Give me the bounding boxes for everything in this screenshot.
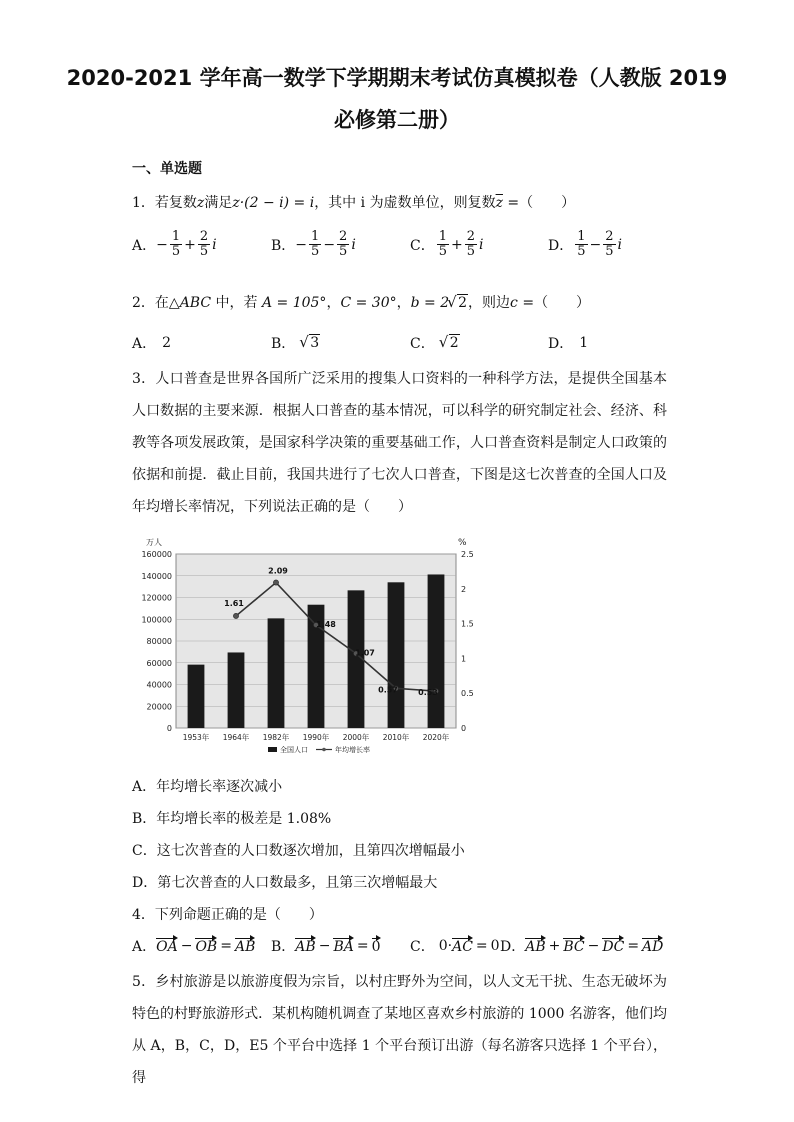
x-tick-label: 2000年: [342, 733, 370, 742]
y-right-tick-label: 2.5: [461, 550, 474, 559]
page-title-line1: 2020-2021 学年高一数学下学期期末考试仿真模拟卷（人教版 2019: [66, 66, 728, 90]
q4-option-b[interactable]: B． AB − BA = 0: [271, 938, 381, 955]
q1-option-b[interactable]: B． − $\frac{1}{5}$ − $\frac{2}{5}$ i: [271, 229, 356, 259]
q2-option-c[interactable]: C． √ 2: [410, 333, 460, 353]
x-tick-label: 2020年: [422, 733, 450, 742]
q2-option-b[interactable]: B． √ 3: [271, 333, 320, 353]
q2-option-a[interactable]: A． 2: [132, 335, 172, 352]
data-label: 0.53: [418, 688, 438, 698]
y-right-tick-label: 1: [461, 654, 467, 664]
bar-population: [388, 582, 405, 728]
legend-marker-growth-rate: [322, 748, 326, 752]
q1-option-d[interactable]: D． $\frac{1}{5}$ − $\frac{2}{5}$ i: [548, 229, 623, 259]
question-2-stem: 2．在△ABC 中，若 A = 105°，C = 30°，b = 2 √ 2，则边c =（ ）: [132, 292, 590, 312]
y-left-tick-label: 140000: [141, 571, 172, 581]
q1-option-c[interactable]: C． $\frac{1}{5}$ + $\frac{2}{5}$ i: [410, 229, 484, 259]
y-left-tick-label: 60000: [146, 658, 172, 668]
bar-population: [188, 665, 205, 728]
data-label: 1.07: [355, 648, 375, 658]
q4-option-d[interactable]: D． AB + BC − DC = AD: [500, 938, 664, 955]
bar-population: [428, 574, 445, 728]
y-left-tick-label: 40000: [146, 680, 172, 690]
x-tick-label: 1964年: [222, 733, 250, 742]
q4-option-a[interactable]: A． OA − OB = AB: [132, 938, 256, 955]
y-left-tick-label: 80000: [146, 637, 172, 646]
q3-option-d[interactable]: D．第七次普查的人口数最多，且第三次增幅最大: [132, 875, 438, 891]
y-right-tick-label: 0.5: [461, 689, 474, 699]
q4-option-c[interactable]: C． 0· AC = 0: [410, 938, 500, 955]
data-label: 0.57: [378, 685, 398, 695]
y-right-unit: %: [458, 538, 467, 548]
legend-swatch-population: [268, 747, 277, 752]
data-label: 2.09: [268, 566, 288, 576]
q3-option-a[interactable]: A．年均增长率逐次减小: [132, 779, 283, 795]
question-4-stem: 4．下列命题正确的是（ ）: [132, 907, 323, 923]
question-1-stem: 1．若复数z满足z·(2 − i) = i，其中 i 为虚数单位，则复数$\overline{z}$ =（ ）: [132, 195, 576, 211]
x-tick-label: 1953年: [182, 733, 210, 742]
y-left-tick-label: 160000: [141, 550, 172, 559]
x-tick-label: 2010年: [382, 733, 410, 742]
bar-population: [268, 618, 285, 728]
data-label: 1.48: [316, 619, 336, 629]
growth-rate-point: [273, 580, 278, 585]
section-heading: 一、单选题: [132, 161, 202, 177]
question-3-stem: 3．人口普查是世界各国所广泛采用的搜集人口资料的一种科学方法，是提供全国基本人口数据的主要来源．根据人口普查的基本情况，可以科学的研究制定社会、经济、科教等各项发展政策，是国家科学决策的重要基础工作，人口普查资料是制定人口政策的依据和前提．截止目前，我国共进行了七次人口普查，下图是这七次普查的全国人口及年均增长率情况，下列说法正确的是（ ）: [132, 371, 667, 515]
y-left-unit: 万人: [146, 538, 162, 547]
legend-label-growth-rate: 年均增长率: [335, 746, 370, 754]
page-title-line2: 必修第二册）: [334, 108, 460, 132]
y-left-tick-label: 20000: [146, 702, 172, 712]
x-tick-label: 1982年: [262, 733, 290, 742]
population-chart: [128, 530, 478, 760]
y-left-tick-label: 120000: [141, 593, 172, 603]
y-right-tick-label: 2: [461, 584, 467, 594]
bar-population: [228, 652, 245, 728]
y-right-tick-label: 0: [461, 724, 467, 733]
data-label: 1.61: [224, 598, 244, 608]
growth-rate-point: [233, 613, 238, 618]
y-left-tick-label: 100000: [141, 615, 172, 625]
q3-option-b[interactable]: B．年均增长率的极差是 1.08%: [132, 811, 332, 827]
question-5-stem: 5．乡村旅游是以旅游度假为宗旨，以村庄野外为空间，以人文无干扰、生态无破坏为特色的村野旅游形式．某机构随机调查了某地区喜欢乡村旅游的 1000 名游客，他们均从 A，B，C，D，E5 个平台中选择 1 个平台预订出游（每名游客只选择 1 个平台），得: [132, 974, 667, 1086]
q1-option-a[interactable]: A． − $\frac{1}{5}$ + $\frac{2}{5}$ i: [132, 229, 217, 259]
q3-option-c[interactable]: C．这七次普查的人口数逐次增加，且第四次增幅最小: [132, 843, 465, 859]
q2-option-d[interactable]: D． 1: [548, 335, 589, 352]
y-left-tick-label: 0: [166, 724, 172, 733]
legend-label-population: 全国人口: [280, 746, 308, 754]
y-right-tick-label: 1.5: [461, 619, 474, 629]
x-tick-label: 1990年: [302, 733, 330, 742]
